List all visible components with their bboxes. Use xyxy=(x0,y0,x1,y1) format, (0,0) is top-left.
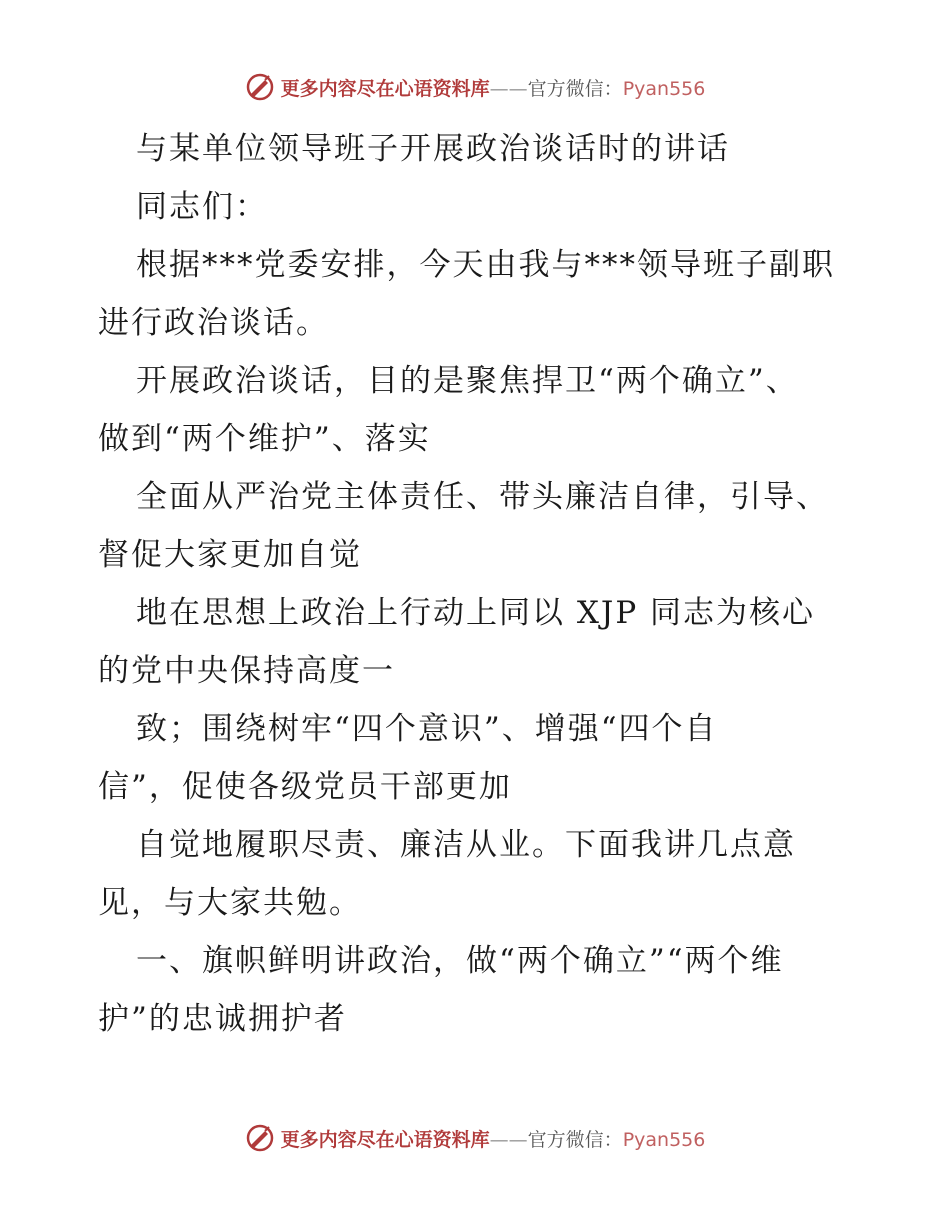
watermark-official: 官方微信： xyxy=(527,1128,623,1151)
watermark-official: 官方微信： xyxy=(527,77,623,100)
document-body xyxy=(98,120,858,1048)
salutation: 同志们： xyxy=(136,189,268,225)
watermark-header xyxy=(0,72,950,102)
watermark-id: Pyan556 xyxy=(622,77,706,100)
paragraph-line: 地在思想上政治上行动上同以 XJP 同志为核心 xyxy=(136,595,816,631)
paragraph-line: 见，与大家共勉。 xyxy=(98,885,362,921)
paragraph-line: 进行政治谈话。 xyxy=(98,305,329,341)
paragraph-line: 全面从严治党主体责任、带头廉洁自律，引导、 xyxy=(136,479,829,515)
watermark-separator: —— xyxy=(489,77,528,100)
watermark-brand: 更多内容尽在心语资料库 xyxy=(280,77,490,100)
pen-logo-icon xyxy=(245,1123,275,1153)
paragraph-line: 根据***党委安排，今天由我与***领导班子副职 xyxy=(136,247,835,283)
watermark-separator: —— xyxy=(489,1128,528,1151)
paragraph-line: 致；围绕树牢“四个意识”、增强“四个自 xyxy=(136,711,718,747)
section-heading-continued: 护”的忠诚拥护者 xyxy=(98,1001,347,1037)
paragraph-line: 自觉地履职尽责、廉洁从业。下面我讲几点意 xyxy=(136,827,796,863)
pen-logo-icon xyxy=(245,72,275,102)
paragraph-line: 的党中央保持高度一 xyxy=(98,653,395,689)
document-title: 与某单位领导班子开展政治谈话时的讲话 xyxy=(136,131,730,167)
section-heading: 一、旗帜鲜明讲政治，做“两个确立”“两个维 xyxy=(136,943,784,979)
paragraph-line: 信”，促使各级党员干部更加 xyxy=(98,769,512,805)
paragraph-line: 督促大家更加自觉 xyxy=(98,537,362,573)
paragraph-line: 做到“两个维护”、落实 xyxy=(98,421,431,457)
watermark-footer xyxy=(0,1123,950,1153)
watermark-brand: 更多内容尽在心语资料库 xyxy=(280,1128,490,1151)
watermark-id: Pyan556 xyxy=(622,1128,706,1151)
paragraph-line: 开展政治谈话，目的是聚焦捍卫“两个确立”、 xyxy=(136,363,799,399)
